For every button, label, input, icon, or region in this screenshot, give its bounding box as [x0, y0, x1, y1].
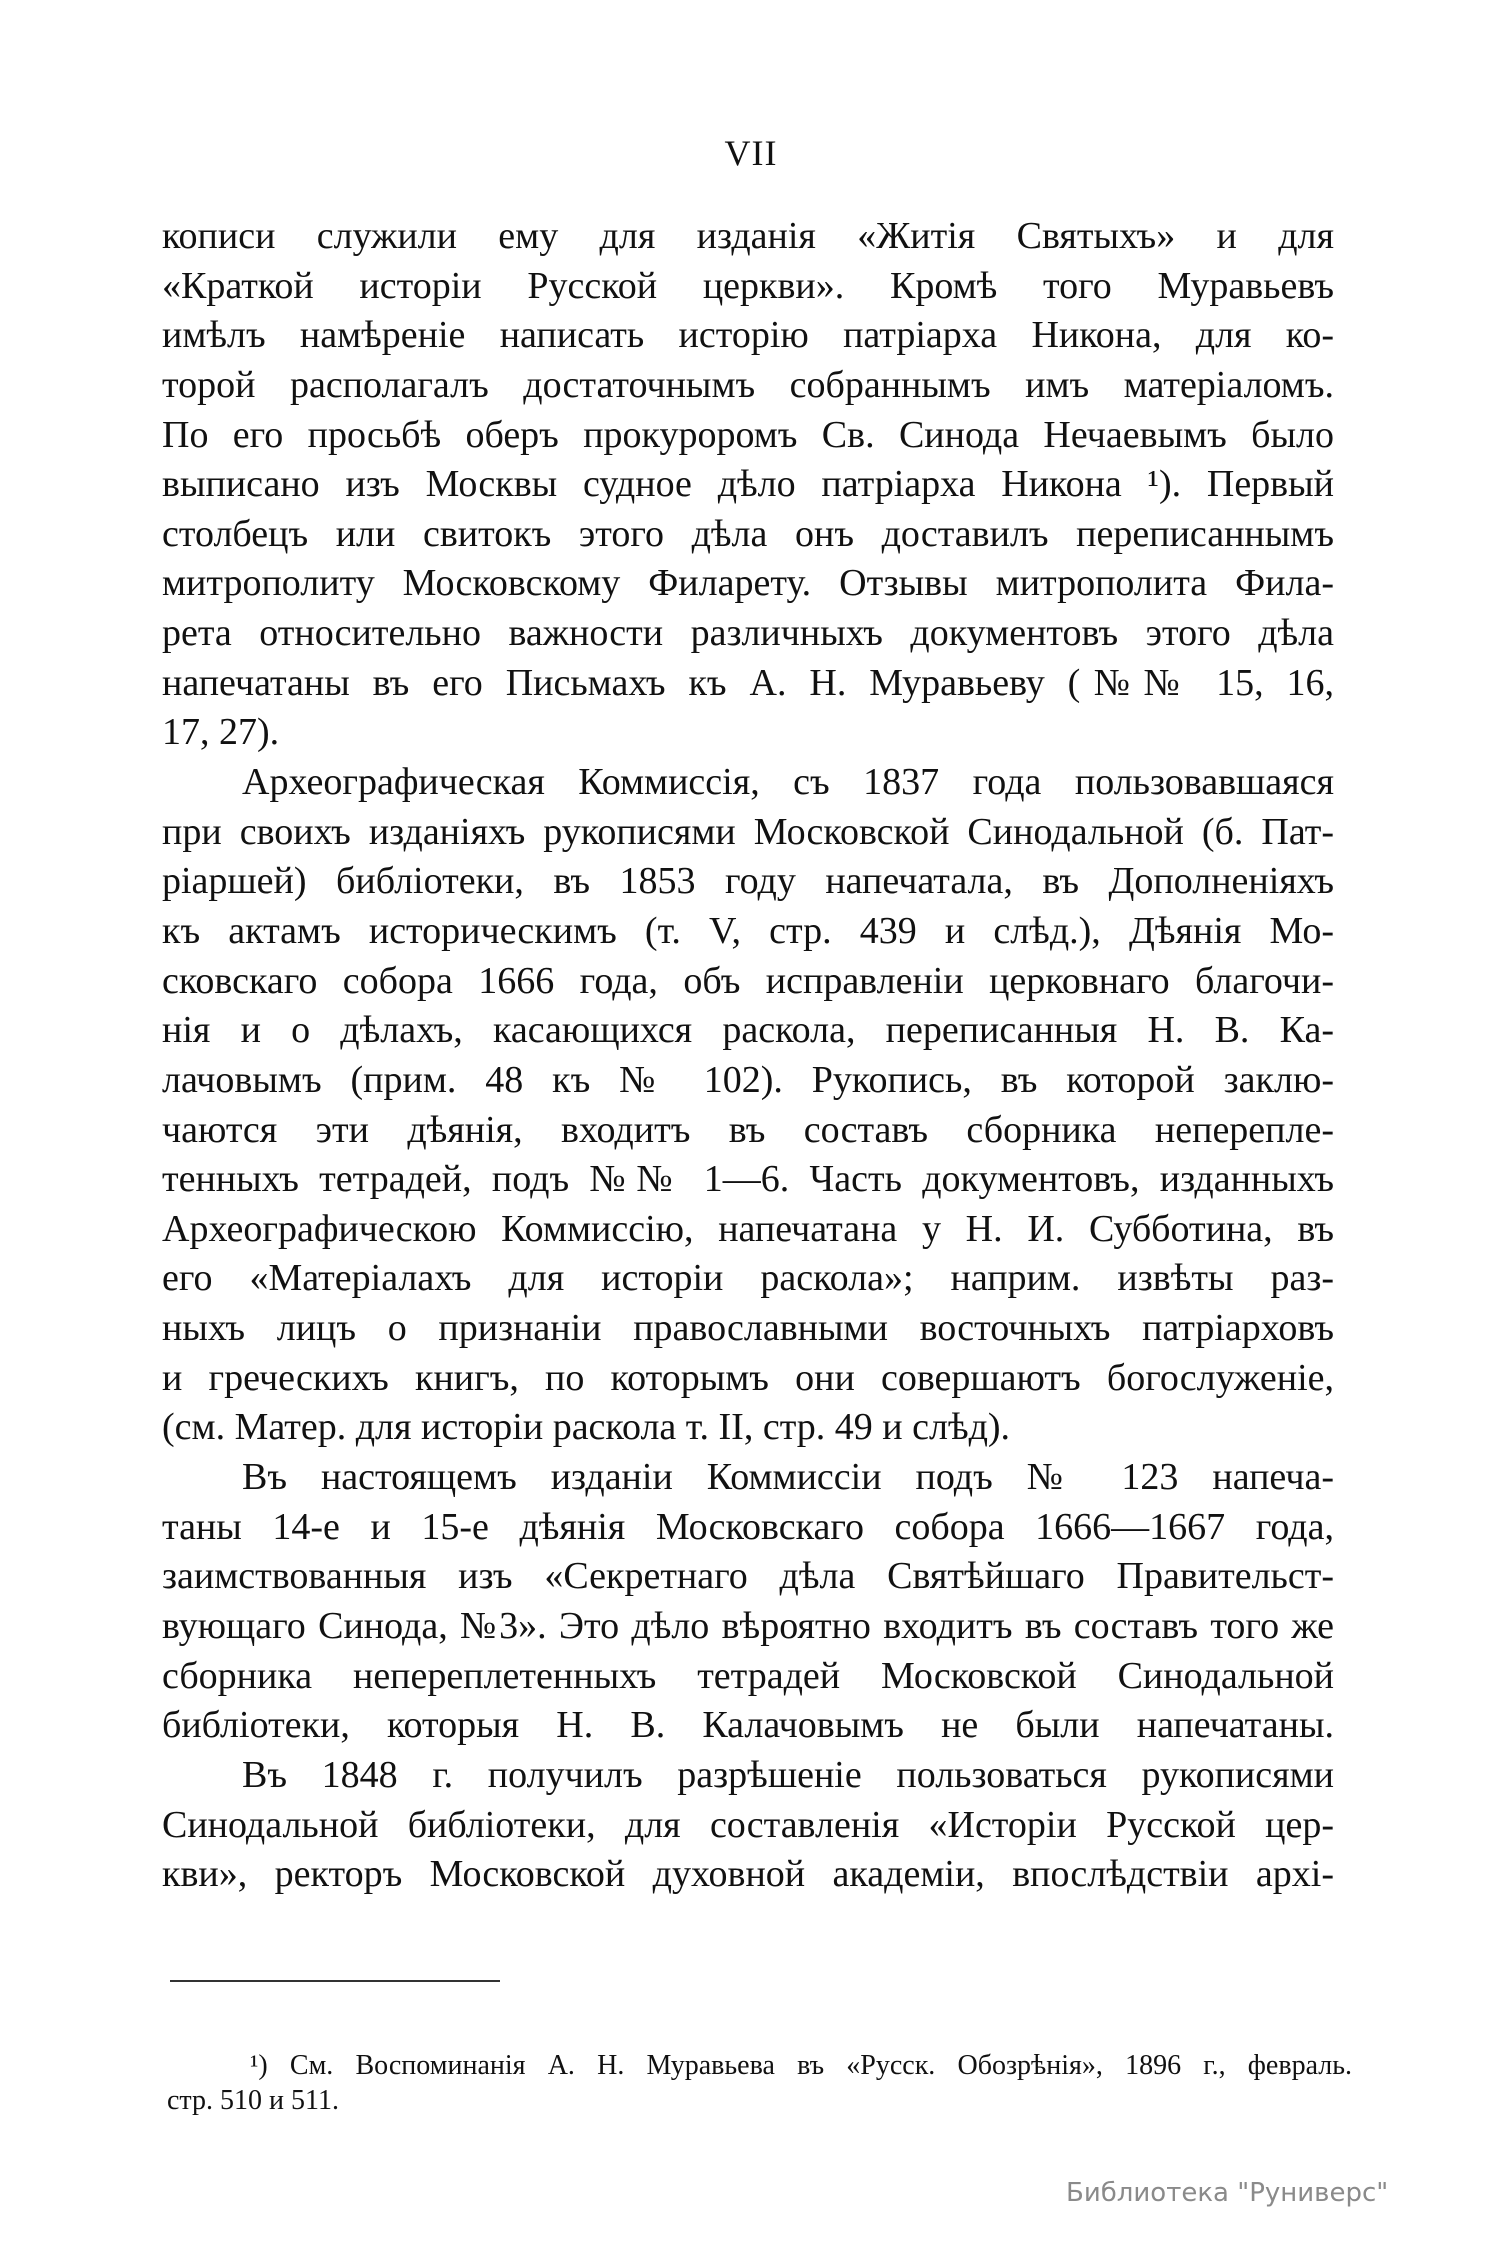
text-line: вующаго Синода, №3». Это дѣло вѣроятно входитъ въ составъ того же: [162, 1604, 1334, 1647]
text-line: выписано изъ Москвы судное дѣло патріарха Никона ¹). Первый: [162, 463, 1334, 506]
text-line: По его просьбѣ оберъ прокуроромъ Св. Синода Нечаевымъ было: [162, 413, 1334, 456]
text-line: къ актамъ историческимъ (т. V, стр. 439 и слѣд.), Дѣянія Мо-: [162, 909, 1334, 952]
text-line: и греческихъ книгъ, по которымъ они совершаютъ богослуженіе,: [162, 1356, 1334, 1399]
text-line: ныхъ лицъ о признаніи православными восточныхъ патріарховъ: [162, 1307, 1334, 1350]
text-line: Синодальной библіотеки, для составленія «Исторіи Русской цер-: [162, 1803, 1334, 1846]
text-line: торой располагалъ достаточнымъ собраннымъ имъ матеріаломъ.: [162, 363, 1334, 406]
text-line: лачовымъ (прим. 48 къ № 102). Рукопись, въ которой заклю-: [162, 1058, 1334, 1101]
text-line: Въ 1848 г. получилъ разрѣшеніе пользоваться рукописями: [242, 1753, 1334, 1796]
footnote-line: стр. 510 и 511.: [167, 2085, 339, 2116]
text-line: его «Матеріалахъ для исторіи раскола»; наприм. извѣты раз-: [162, 1257, 1334, 1300]
paragraph: [162, 1751, 1334, 1900]
paragraph: [162, 758, 1334, 1453]
footnote: [167, 2048, 1352, 2118]
text-line: таны 14-е и 15-е дѣянія Московскаго собора 1666—1667 года,: [162, 1505, 1334, 1548]
text-line: заимствованныя изъ «Секретнаго дѣла Святѣйшаго Правительст-: [162, 1555, 1334, 1598]
body-text: [162, 212, 1334, 1900]
page-number: VII: [724, 133, 778, 173]
text-line: митрополиту Московскому Филарету. Отзывы митрополита Фила-: [162, 562, 1334, 605]
text-line: Археографическая Коммиссія, съ 1837 года пользовавшаяся: [242, 761, 1334, 804]
text-line: (см. Матер. для исторіи раскола т. II, стр. 49 и слѣд).: [162, 1406, 1011, 1449]
text-line: при своихъ изданіяхъ рукописями Московской Синодальной (б. Пат-: [162, 810, 1334, 853]
text-line: имѣлъ намѣреніе написать исторію патріарха Никона, для ко-: [162, 314, 1334, 357]
footnote-line: ¹) См. Воспоминанія А. Н. Муравьева въ «Русск. Обозрѣнія», 1896 г., февраль.: [250, 2050, 1352, 2081]
text-line: сборника непереплетенныхъ тетрадей Московской Синодальной: [162, 1654, 1334, 1697]
text-line: Въ настоящемъ изданіи Коммиссіи подъ № 123 напеча-: [242, 1456, 1334, 1499]
text-line: столбецъ или свитокъ этого дѣла онъ доставилъ переписаннымъ: [162, 512, 1334, 555]
library-watermark: Библиотека "Руниверс": [1066, 2178, 1389, 2208]
text-line: Археографическою Коммиссію, напечатана у Н. И. Субботина, въ: [162, 1207, 1334, 1250]
text-line: ріаршей) библіотеки, въ 1853 году напечатала, въ Дополненіяхъ: [162, 860, 1334, 903]
footnote-separator: [170, 1980, 500, 1982]
text-line: 17, 27).: [162, 711, 280, 754]
text-line: кви», ректоръ Московской духовной академіи, впослѣдствіи архі-: [162, 1853, 1334, 1896]
text-line: «Краткой исторіи Русской церкви». Кромѣ того Муравьевъ: [162, 264, 1334, 307]
text-line: сковскаго собора 1666 года, объ исправленіи церковнаго благочи-: [162, 959, 1334, 1002]
text-line: тенныхъ тетрадей, подъ №№ 1—6. Часть документовъ, изданныхъ: [162, 1158, 1334, 1201]
text-line: рета относительно важности различныхъ документовъ этого дѣла: [162, 612, 1334, 655]
paragraph: [162, 212, 1334, 758]
text-line: нія и о дѣлахъ, касающихся раскола, переписанныя Н. В. Ка-: [162, 1009, 1334, 1052]
text-line: напечатаны въ его Письмахъ къ А. Н. Муравьеву (№№ 15, 16,: [162, 661, 1334, 704]
text-line: чаются эти дѣянія, входитъ въ составъ сборника неперепле-: [162, 1108, 1334, 1151]
text-line: кописи служили ему для изданія «Житія Святыхъ» и для: [162, 215, 1334, 257]
paragraph: [162, 1453, 1334, 1751]
text-line: библіотеки, которыя Н. В. Калачовымъ не были напечатаны.: [162, 1704, 1334, 1747]
